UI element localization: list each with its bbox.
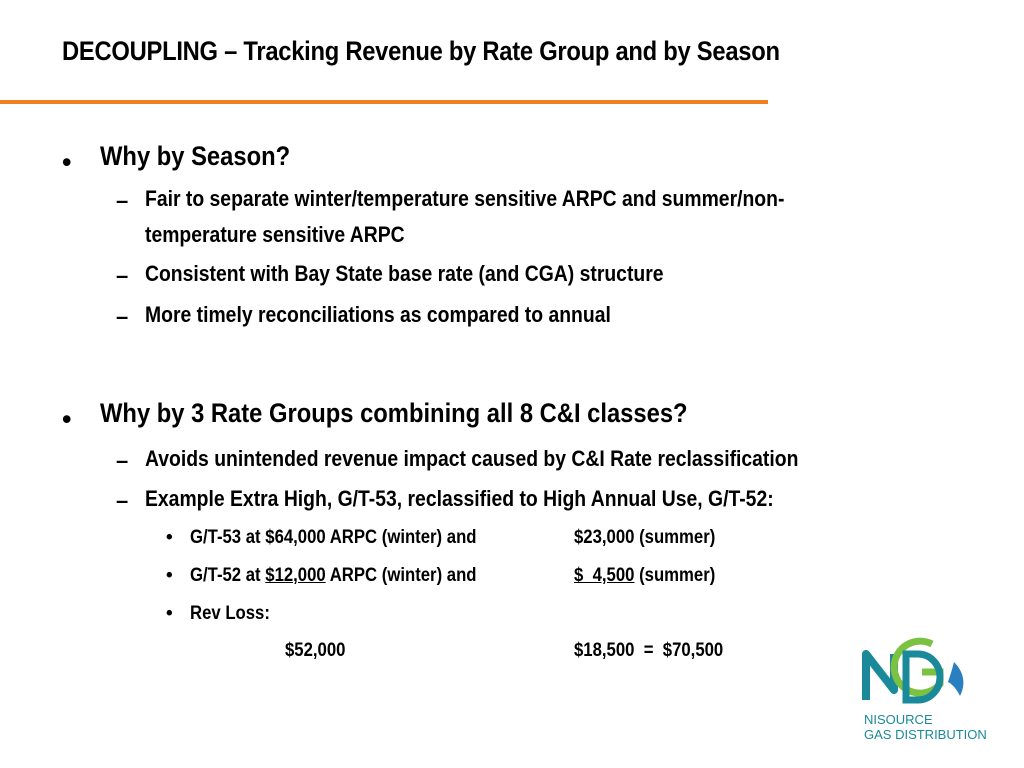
- rev-loss-total: $18,500 = $70,500: [574, 640, 724, 661]
- rev-loss-winter: $52,000: [285, 640, 346, 661]
- list-item: Avoids unintended revenue impact caused by C&I Rate reclassification: [145, 446, 799, 471]
- gt52-summer-text: [574, 565, 715, 587]
- list-item: Example Extra High, G/T-53, reclassified to High Annual Use, G/T-52:: [145, 486, 774, 511]
- section-heading-rate-groups: Why by 3 Rate Groups combining all 8 C&I classes?: [100, 398, 688, 428]
- rev-loss-label: Rev Loss:: [190, 603, 270, 624]
- small-bullet-marker: •: [166, 603, 173, 624]
- dash-marker: –: [116, 188, 129, 213]
- gt52-winter-text: [190, 565, 477, 587]
- gt52-prefix: G/T-52 at: [190, 565, 266, 586]
- dash-marker: –: [116, 263, 129, 288]
- list-item-continued: temperature sensitive ARPC: [145, 222, 405, 247]
- section-heading-season: Why by Season?: [100, 141, 291, 171]
- company-logo: [862, 632, 994, 744]
- slide-title: DECOUPLING – Tracking Revenue by Rate Group and by Season: [62, 36, 780, 66]
- small-bullet-marker: •: [166, 565, 173, 586]
- list-item: More timely reconciliations as compared to annual: [145, 302, 611, 327]
- list-item: Consistent with Bay State base rate (and CGA) structure: [145, 261, 664, 286]
- list-item: Fair to separate winter/temperature sensitive ARPC and summer/non-: [145, 186, 785, 211]
- bullet-marker: •: [62, 404, 72, 434]
- gt53-winter-text: G/T-53 at $64,000 ARPC (winter) and: [190, 527, 477, 548]
- dash-marker: –: [116, 304, 129, 329]
- ngd-logo-icon: [862, 632, 994, 744]
- logo-line1: NISOURCE: [864, 712, 933, 727]
- bullet-marker: •: [62, 147, 72, 177]
- gt52-summer-suffix: (summer): [634, 565, 716, 586]
- gt53-summer-text: $23,000 (summer): [574, 527, 716, 548]
- gt52-winter-value: $12,000: [265, 565, 326, 586]
- small-bullet-marker: •: [166, 527, 173, 548]
- dash-marker: –: [116, 488, 129, 513]
- logo-line2: GAS DISTRIBUTION: [864, 727, 987, 742]
- title-underline: [0, 100, 768, 104]
- gt52-summer-value: $ 4,500: [574, 565, 635, 586]
- dash-marker: –: [116, 448, 129, 473]
- gt52-suffix: ARPC (winter) and: [325, 565, 477, 586]
